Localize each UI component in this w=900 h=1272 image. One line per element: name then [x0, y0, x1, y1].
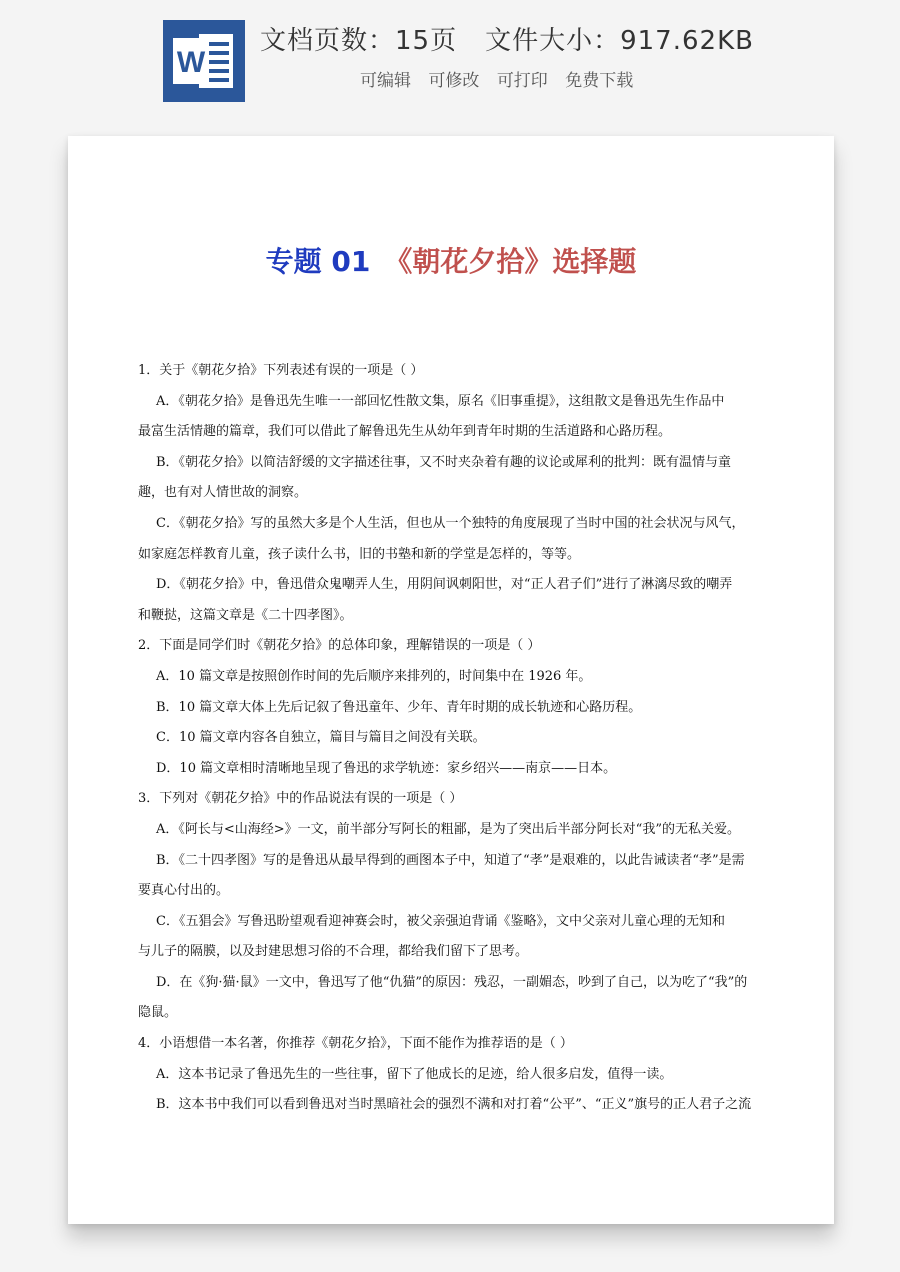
question-stem: 3．下列对《朝花夕拾》中的作品说法有误的一项是（ ） — [138, 791, 463, 807]
document-title — [68, 240, 834, 280]
title-main: 《朝花夕拾》选择题 — [384, 245, 637, 278]
answer-option: A．10 篇文章是按照创作时间的先后顺序来排列的，时间集中在 1926 年。 — [156, 668, 592, 684]
file-size: 文件大小：917.62KB — [485, 26, 754, 56]
answer-option: B．这本书中我们可以看到鲁迅对当时黑暗社会的强烈不满和对打着“公平”、“正义”旗号的正人君子之流 — [156, 1097, 752, 1113]
feature-modifiable: 可修改 — [428, 71, 480, 91]
answer-option: A．《朝花夕拾》是鲁迅先生唯一一部回忆性散文集，原名《旧事重提》，这组散文是鲁迅先生作品中 — [156, 393, 725, 409]
option-continuation: 趣，也有对人情世故的洞察。 — [138, 485, 308, 501]
title-prefix: 专题 01 — [265, 245, 371, 278]
answer-option: B．10 篇文章大体上先后记叙了鲁迅童年、少年、青年时期的成长轨迹和心路历程。 — [156, 699, 642, 715]
answer-option: A．《阿长与<山海经>》一文，前半部分写阿长的粗鄙，是为了突出后半部分阿长对“我”的无私关爱。 — [156, 821, 740, 837]
document-page — [68, 136, 834, 1224]
option-continuation: 和鞭挞，这篇文章是《二十四孝图》。 — [138, 607, 353, 623]
question-stem: 4．小语想借一本名著，你推荐《朝花夕拾》，下面不能作为推荐语的是（ ） — [138, 1036, 573, 1052]
answer-option: D．《朝花夕拾》中，鲁迅借众鬼嘲弄人生，用阴间讽刺阳世，对“正人君子们”进行了淋漓尽致的嘲弄 — [156, 577, 733, 593]
feature-free-download: 免费下载 — [565, 71, 634, 91]
option-continuation: 如家庭怎样教育儿童，孩子读什么书，旧的书塾和新的学堂是怎样的，等等。 — [138, 546, 581, 562]
feature-printable: 可打印 — [496, 71, 548, 91]
answer-option: A．这本书记录了鲁迅先生的一些往事，留下了他成长的足迹，给人很多启发，值得一读。 — [156, 1066, 673, 1082]
answer-option: B．《二十四孝图》写的是鲁迅从最早得到的画图本子中，知道了“孝”是艰难的，以此告诫读者“孝”是需 — [156, 852, 745, 868]
svg-text:W: W — [176, 46, 206, 79]
page-count: 文档页数：15页 — [260, 26, 458, 56]
answer-option: D．10 篇文章相时清晰地呈现了鲁迅的求学轨迹：家乡绍兴——南京——日本。 — [156, 760, 617, 776]
option-continuation: 要真心付出的。 — [138, 883, 230, 899]
feature-list — [360, 66, 645, 91]
question-list — [138, 356, 768, 1121]
option-continuation: 与儿子的隔膜，以及封建思想习俗的不合理，都给我们留下了思考。 — [138, 944, 529, 960]
answer-option: C．《五猖会》写鲁迅盼望观看迎神赛会时，被父亲强迫背诵《鉴略》，文中父亲对儿童心理的无知和 — [156, 913, 725, 929]
answer-option: D．在《狗·猫·鼠》一文中，鲁迅写了他“仇猫”的原因：残忍，一副媚态，吵到了自己，以为吃了“我”的 — [156, 974, 748, 990]
answer-option: B．《朝花夕拾》以简洁舒缓的文字描述往事，又不时夹杂着有趣的议论或犀利的批判：既有温情与童 — [156, 454, 732, 470]
word-document-icon — [163, 20, 245, 102]
question-stem: 1．关于《朝花夕拾》下列表述有误的一项是（ ） — [138, 363, 424, 378]
file-meta — [260, 20, 782, 57]
question-stem: 2．下面是同学们时《朝花夕拾》的总体印象，理解错误的一项是（ ） — [138, 638, 541, 654]
option-continuation: 隐鼠。 — [138, 1005, 178, 1021]
feature-editable: 可编辑 — [360, 71, 411, 91]
download-info-header — [0, 0, 900, 120]
answer-option: C．《朝花夕拾》写的虽然大多是个人生活，但也从一个独特的角度展现了当时中国的社会状况与风气， — [156, 515, 745, 531]
answer-option: C．10 篇文章内容各自独立，篇目与篇目之间没有关联。 — [156, 730, 486, 746]
option-continuation: 最富生活情趣的篇章，我们可以借此了解鲁迅先生从幼年到青年时期的生活道路和心路历程。 — [138, 424, 672, 440]
